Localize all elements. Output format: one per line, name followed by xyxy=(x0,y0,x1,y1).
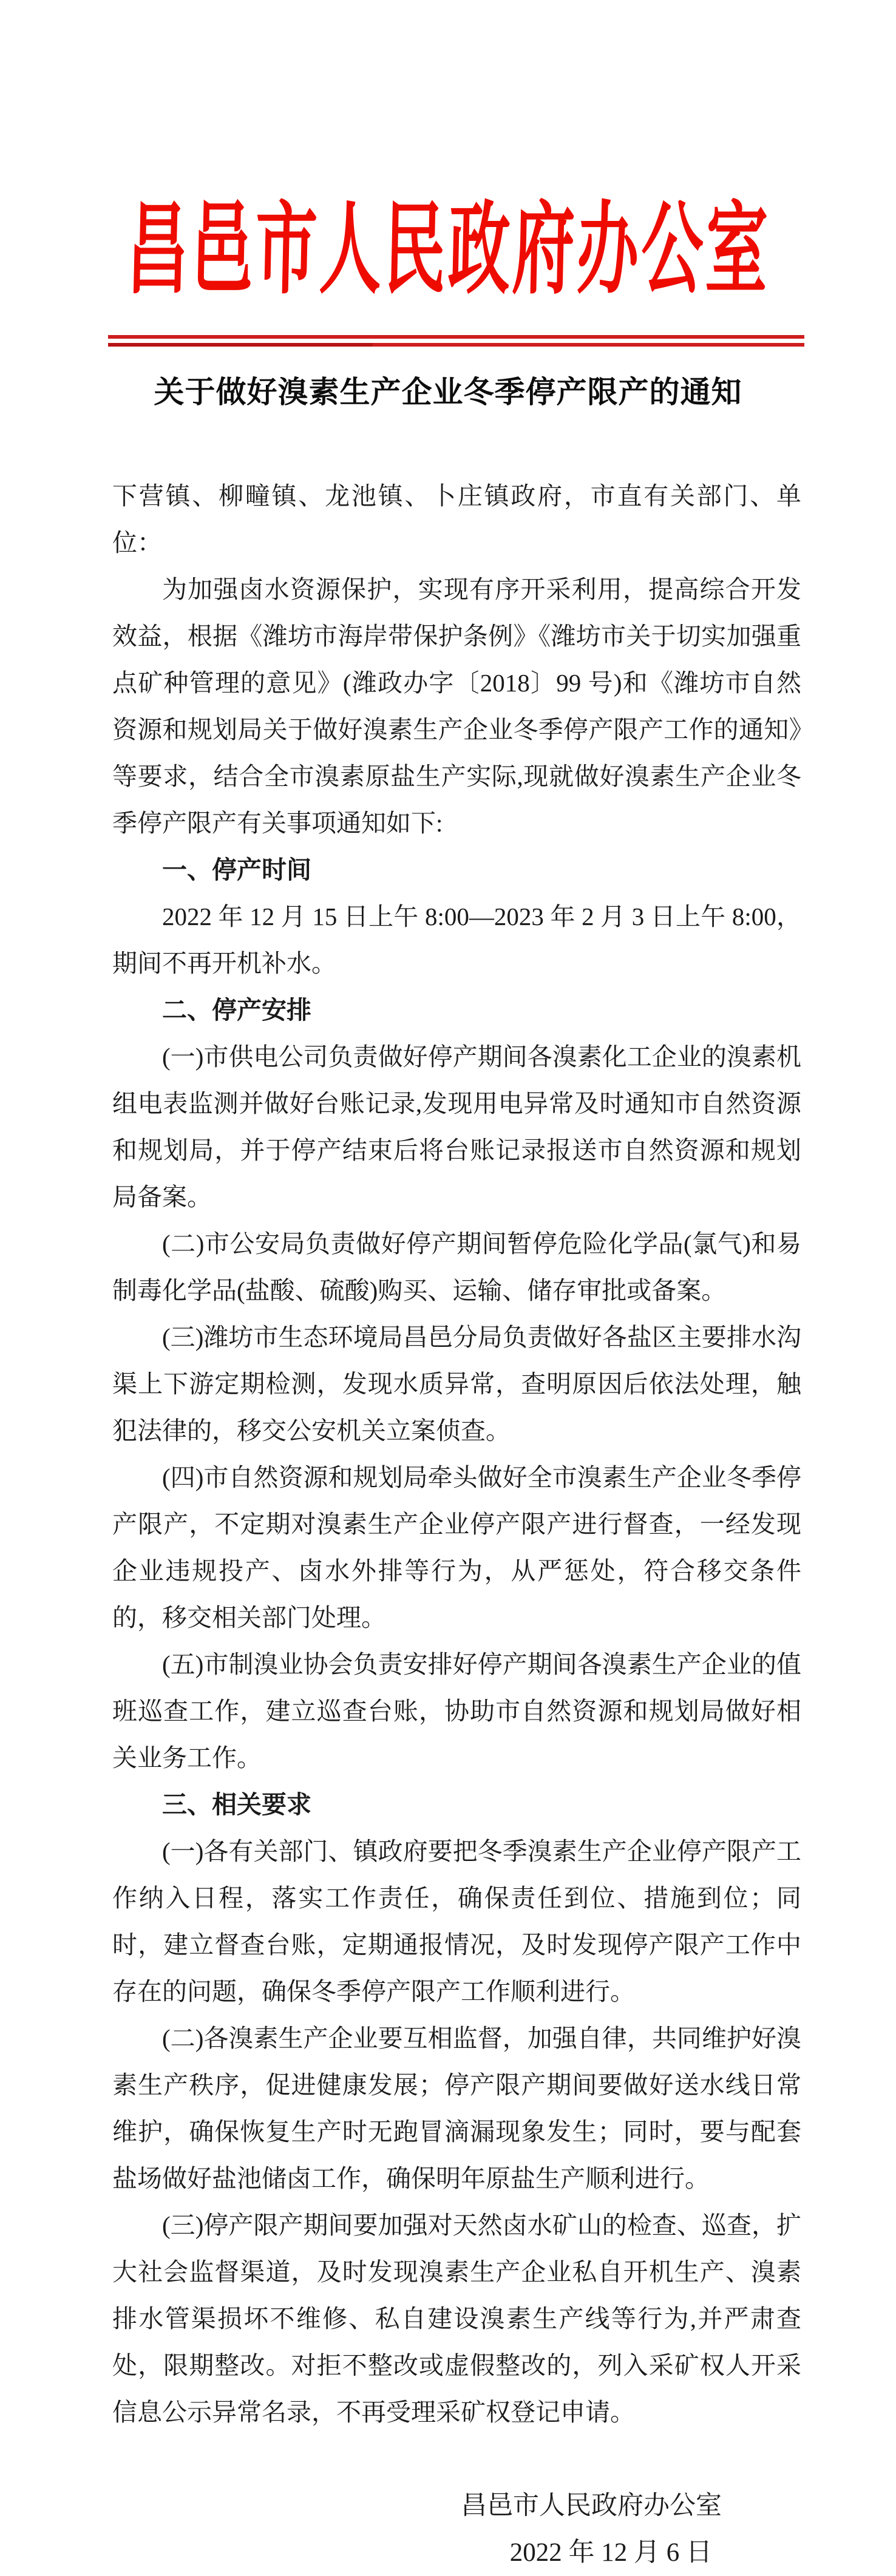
red-rule-bottom xyxy=(108,343,804,347)
body-paragraph: (五)市制溴业协会负责安排好停产期间各溴素生产企业的值班巡查工作，建立巡查台账，协助市自然资源和规划局做好相关业务工作。 xyxy=(112,1650,801,1772)
issue-date: 2022 年 12 月 6 日 xyxy=(509,2538,712,2567)
section-heading: 二、停产安排 xyxy=(162,996,311,1024)
body-paragraph: 下营镇、柳疃镇、龙池镇、卜庄镇政府，市直有关部门、单位： xyxy=(112,482,801,557)
section-heading: 一、停产时间 xyxy=(162,856,311,884)
document-title: 关于做好溴素生产企业冬季停产限产的通知 xyxy=(154,375,742,409)
body-paragraph: (三)潍坊市生态环境局昌邑分局负责做好各盐区主要排水沟渠上下游定期检测，发现水质异常，查明原因后依法处理，触犯法律的，移交公安机关立案侦查。 xyxy=(112,1323,801,1445)
signature-block xyxy=(0,2483,801,2576)
section-heading: 三、相关要求 xyxy=(162,1791,311,1818)
body-paragraph: (四)市自然资源和规划局牵头做好全市溴素生产企业冬季停产限产，不定期对溴素生产企业停产限产进行督查，一经发现企业违规投产、卤水外排等行为，从严惩处，符合移交条件的，移交相关部门处理。 xyxy=(112,1463,801,1632)
body-paragraph: 2022 年 12 月 15 日上午 8:00—2023 年 2 月 3 日上午 8:00，期间不再开机补水。 xyxy=(112,903,801,977)
body-paragraph: 为加强卤水资源保护，实现有序开采利用，提高综合开发效益，根据《潍坊市海岸带保护条例》《潍坊市关于切实加强重点矿种管理的意见》(潍政办字〔2018〕99 号)和《潍坊市自然资源和规划局关于做好溴素生产企业冬季停产限产工作的通知》等要求，结合全市溴素原盐生产实际,现就做好溴素生产企业冬季停产限产有关事项通知如下: xyxy=(112,575,801,837)
body-paragraph: (一)各有关部门、镇政府要把冬季溴素生产企业停产限产工作纳入日程，落实工作责任，确保责任到位、措施到位；同时，建立督查台账，定期通报情况，及时发现停产限产工作中存在的问题，确保冬季停产限产工作顺利进行。 xyxy=(112,1837,801,2005)
body-paragraph: (一)市供电公司负责做好停产期间各溴素化工企业的溴素机组电表监测并做好台账记录,发现用电异常及时通知市自然资源和规划局，并于停产结束后将台账记录报送市自然资源和规划局备案。 xyxy=(112,1043,801,1211)
body-paragraph: (二)各溴素生产企业要互相监督，加强自律，共同维护好溴素生产秩序，促进健康发展；停产限产期间要做好送水线日常维护，确保恢复生产时无跑冒滴漏现象发生；同时，要与配套盐场做好盐池储卤工作，确保明年原盐生产顺利进行。 xyxy=(112,2024,801,2192)
agency-masthead: 昌邑市人民政府办公室 xyxy=(125,195,772,307)
document-body xyxy=(112,473,801,2436)
body-paragraph: (二)市公安局负责做好停产期间暂停危险化学品(氯气)和易制毒化学品(盐酸、硫酸)购买、运输、储存审批或备案。 xyxy=(112,1230,801,1304)
body-paragraph: (三)停产限产期间要加强对天然卤水矿山的检查、巡查，扩大社会监督渠道，及时发现溴素生产企业私自开机生产、溴素排水管渠损坏不维修、私自建设溴素生产线等行为,并严肃查处，限期整改。对拒不整改或虚假整改的，列入采矿权人开采信息公示异常名录，不再受理采矿权登记申请。 xyxy=(112,2211,801,2426)
issuing-agency-signature: 昌邑市人民政府办公室 xyxy=(461,2492,722,2520)
